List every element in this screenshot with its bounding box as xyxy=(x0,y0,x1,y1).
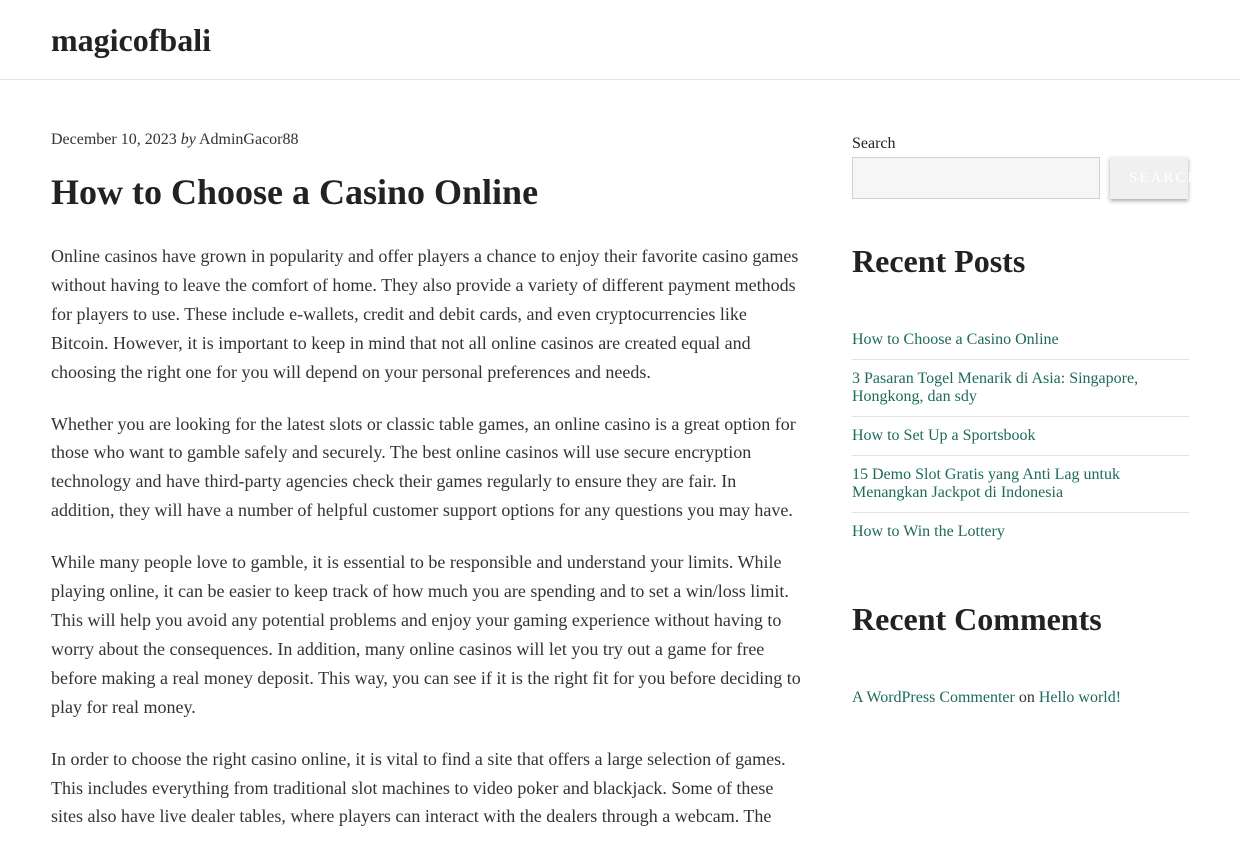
post-paragraph: Online casinos have grown in popularity and offer players a chance to enjoy their favorite casino games without having to leave the comfort of home. They also provide a variety of different payment methods for players to use. These include e-wallets, credit and debit cards, and even cryptocurrencies like Bitcoin. However, it is important to keep in mind that not all online casinos are created equal and choosing the right one for you will depend on your personal preferences and needs. xyxy=(51,246,799,382)
list-item xyxy=(852,466,1189,513)
list-item xyxy=(852,523,1189,551)
recent-post-link[interactable]: How to Win the Lottery xyxy=(852,523,1005,540)
list-item xyxy=(852,331,1189,360)
recent-post-link[interactable]: How to Set Up a Sportsbook xyxy=(852,427,1036,444)
search-form xyxy=(852,157,1201,199)
search-button[interactable]: SEARCH xyxy=(1110,157,1188,199)
comment-on-label: on xyxy=(1018,689,1035,706)
recent-post-link[interactable]: How to Choose a Casino Online xyxy=(852,331,1059,348)
post-by-label: by xyxy=(180,131,196,148)
search-input[interactable] xyxy=(852,157,1100,199)
post-paragraph: In order to choose the right casino online, it is vital to find a site that offers a large selection of games. This includes everything from traditional slot machines to video poker and blackjack. Some of these sites also have live dealer tables, where players can interact with the dealers through a webcam. The xyxy=(51,748,786,827)
recent-posts-title: Recent Posts xyxy=(852,243,1026,279)
site-title-link[interactable]: magicofbali xyxy=(51,22,211,58)
post-date-link[interactable]: December 10, 2023 xyxy=(51,131,177,148)
post-paragraph: While many people love to gamble, it is essential to be responsible and understand your limits. While playing online, it can be easier to keep track of how much you are spending and to set a win/loss limit. This will help you avoid any potential problems and enjoy your gaming experience without having to worry about the consequences. In addition, many online casinos will let you try out a game for free before making a real money deposit. This way, you can see if it is the right fit for you before deciding to play for real money. xyxy=(51,552,801,717)
post-author-link[interactable]: AdminGacor88 xyxy=(198,131,299,148)
main-content xyxy=(51,128,803,854)
post-title: How to Choose a Casino Online xyxy=(51,172,539,212)
sidebar xyxy=(852,132,1201,710)
list-item xyxy=(852,427,1189,456)
recent-comment xyxy=(852,686,1189,710)
post-meta xyxy=(51,128,803,152)
comment-post-link[interactable]: Hello world! xyxy=(1038,689,1122,706)
list-item xyxy=(852,370,1189,417)
post-body xyxy=(51,242,803,831)
recent-post-link[interactable]: 3 Pasaran Togel Menarik di Asia: Singapore, Hongkong, dan sdy xyxy=(852,370,1139,405)
site-header xyxy=(0,0,1240,80)
comment-author-link[interactable]: A WordPress Commenter xyxy=(852,689,1015,706)
post-paragraph: Whether you are looking for the latest slots or classic table games, an online casino is a great option for those who want to gamble safely and securely. The best online casinos will use secure encryption technology and have third-party agencies check their games regularly to ensure they are fair. In addition, they will have a number of helpful customer support options for any questions you may have. xyxy=(51,413,796,521)
recent-post-link[interactable]: 15 Demo Slot Gratis yang Anti Lag untuk Menangkan Jackpot di Indonesia xyxy=(852,466,1120,501)
recent-comments-title: Recent Comments xyxy=(852,601,1102,637)
recent-posts-list xyxy=(852,331,1189,551)
search-label: Search xyxy=(852,135,896,152)
